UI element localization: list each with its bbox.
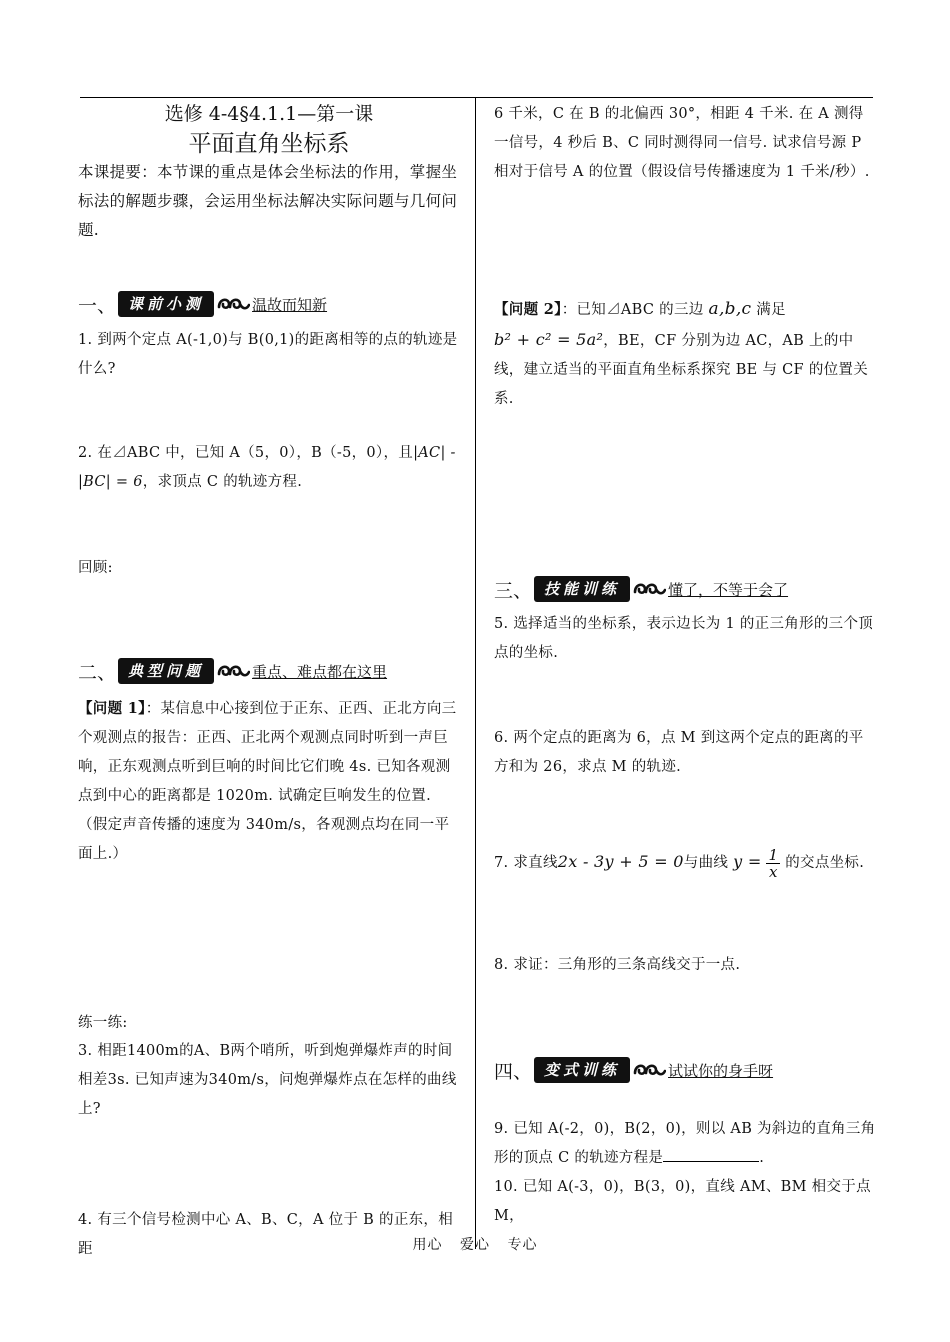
problem-label: 【问题 1】: [78, 700, 146, 717]
section-badge: 技能训练: [534, 576, 630, 602]
section-badge: 变式训练: [534, 1057, 630, 1083]
question-3: 3. 相距1400m的A、B两个哨所，听到炮弹爆炸声的时间相差3s. 已知声速为340m/s，问炮弹爆炸点在怎样的曲线上?: [78, 1043, 457, 1117]
section-number: 一、: [78, 294, 117, 317]
practice-label: 练一练:: [78, 1015, 128, 1031]
section-4-heading: [494, 1055, 773, 1085]
section-3-heading: [494, 574, 788, 604]
section-2-heading: [78, 656, 387, 686]
page-footer: [0, 1234, 950, 1254]
section-number: 四、: [494, 1060, 533, 1083]
footer-word: 专心: [507, 1237, 538, 1253]
math-equation: b² + c² = 5a²: [494, 330, 604, 349]
column-divider: [475, 97, 476, 1249]
question-2: 2. 在⊿ABC 中，已知 A（5，0），B（-5，0），且|AC| - |BC| = 6，求顶点 C 的轨迹方程.: [78, 445, 456, 490]
section-subtitle: 试试你的身手呀: [668, 1061, 774, 1080]
review-label: 回顾:: [78, 560, 113, 576]
question-5: 5. 选择适当的坐标系，表示边长为 1 的正三角形的三个顶点的坐标.: [494, 616, 874, 661]
math-line: 2x - 3y + 5 = 0: [557, 852, 684, 871]
math-variables: a,b,c: [708, 299, 752, 319]
section-number: 三、: [494, 579, 533, 602]
section-subtitle: 温故而知新: [252, 295, 328, 314]
top-rule: [80, 97, 873, 98]
section-subtitle: 懂了，不等于会了: [668, 580, 789, 599]
math-expression: |AC| - |BC| = 6: [78, 445, 456, 490]
question-4-start: 4. 有三个信号检测中心 A、B、C，A 位于 B 的正东，相距: [78, 1212, 454, 1257]
question-6: 6. 两个定点的距离为 6，点 M 到这两个定点的距离的平方和为 26，求点 M 的轨迹.: [494, 730, 864, 775]
question-7: 7. 求直线2x - 3y + 5 = 0与曲线 y = $\frac{1}{x}$ 的交点坐标.: [494, 845, 865, 881]
swirl-icon: [216, 293, 250, 315]
problem-2: 【问题 2】：已知⊿ABC 的三边 a,b,c 满足 b² + c² = 5a²，BE，CF 分别为边 AC，AB 上的中线，建立适当的平面直角坐标系探究 BE 与 CF 的位置关系.: [494, 299, 869, 407]
section-number: 二、: [78, 661, 117, 684]
question-1: 1. 到两个定点 A(-1,0)与 B(0,1)的距离相等的点的轨迹是什么?: [78, 332, 458, 377]
question-10: 10. 已知 A(-3，0)，B(3，0)，直线 AM、BM 相交于点 M，: [494, 1179, 871, 1224]
footer-word: 爱心: [460, 1237, 490, 1253]
footer-word: 用心: [412, 1237, 443, 1253]
answer-blank[interactable]: [663, 1147, 759, 1162]
section-badge: 课前小测: [118, 291, 214, 317]
swirl-icon: [216, 660, 250, 682]
swirl-icon: [632, 1059, 666, 1081]
section-1-heading: [78, 289, 327, 319]
section-badge: 典型问题: [118, 658, 214, 684]
question-8: 8. 求证：三角形的三条高线交于一点.: [494, 957, 741, 973]
problem-label: 【问题 2】: [494, 301, 562, 318]
lesson-title: 选修 4-4§4.1.1—第一课: [164, 103, 374, 125]
question-4-continued: 6 千米，C 在 B 的北偏西 30°，相距 4 千米. 在 A 测得一信号，4 秒后 B、C 同时测得同一信号. 试求信号源 P 相对于信号 A 的位置（假设信号传播速度为 1 千米/秒）.: [494, 106, 870, 180]
lesson-intro: 本课提要：本节课的重点是体会坐标法的作用，掌握坐标法的解题步骤，会运用坐标法解决实际问题与几何问题.: [78, 163, 458, 239]
section-subtitle: 重点、难点都在这里: [252, 662, 388, 681]
fraction: $\frac{1}{x}$: [768, 845, 779, 881]
question-9: 9. 已知 A(-2，0)，B(2，0)，则以 AB 为斜边的直角三角形的顶点 C 的轨迹方程是 .: [494, 1121, 876, 1166]
swirl-icon: [632, 578, 666, 600]
lesson-subtitle: 平面直角坐标系: [188, 131, 350, 157]
problem-1: 【问题 1】：某信息中心接到位于正东、正西、正北方向三个观测点的报告：正西、正北两个观测点同时听到一声巨响，正东观测点听到巨响的时间比它们晚 4s. 已知各观测点到中心的距离都是 1020m. 试确定巨响发生的位置.（假定声音传播的速度为 340m/s，各观测点均在同一平面上.）: [78, 700, 457, 862]
